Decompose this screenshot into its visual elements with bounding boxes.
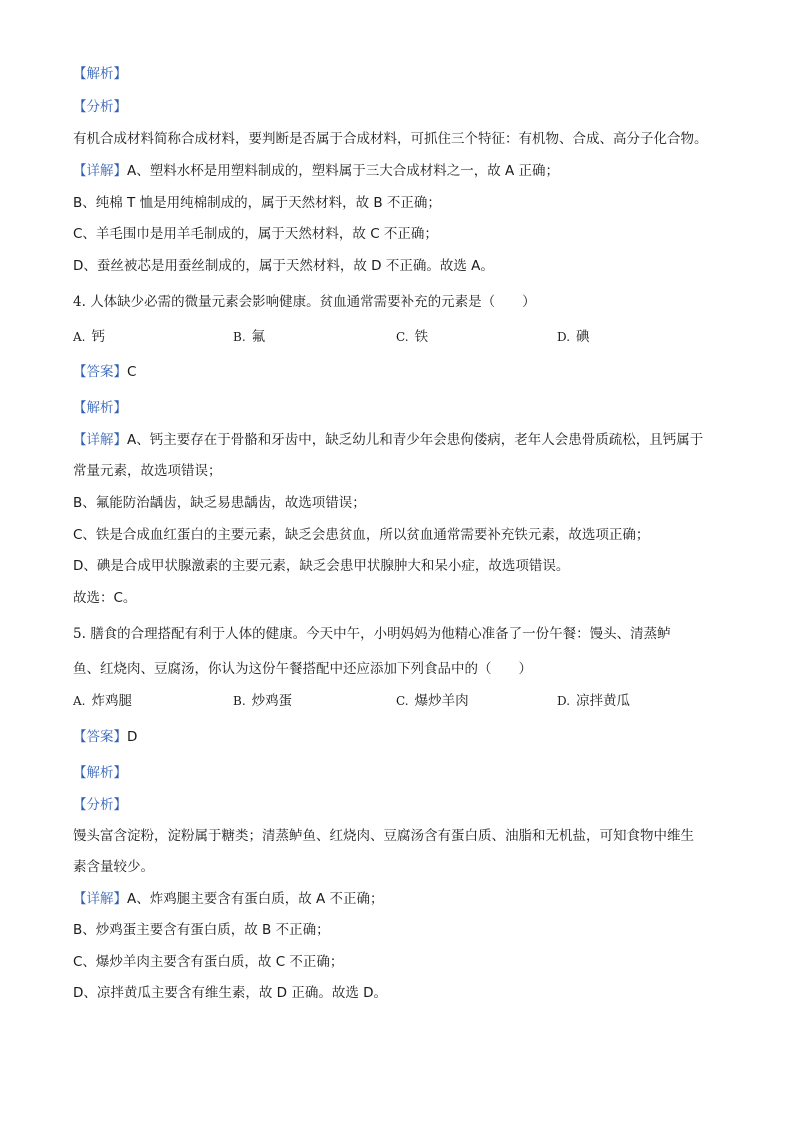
q5-fenxi-label: 【分析】 — [73, 797, 127, 813]
q3-xiangjie-label: 【详解】 — [73, 163, 127, 179]
q5-stem-line1 — [73, 624, 671, 644]
q4-xiangjie-label: 【详解】 — [73, 432, 127, 448]
q5-line-c: C、爆炒羊肉主要含有蛋白质，故 C 不正确； — [73, 954, 344, 970]
q5-stem-text1: 膳食的合理搭配有利于人体的健康。今天中午，小明妈妈为他精心准备了一份午餐：馒头、清蒸鲈 — [90, 626, 671, 642]
q3-line-c: C、羊毛围巾是用羊毛制成的，属于天然材料，故 C 不正确； — [73, 226, 438, 242]
q4-option-a-letter: A. — [73, 330, 86, 344]
q5-option-a — [73, 691, 132, 711]
q4-option-d-text: 碘 — [576, 329, 590, 345]
q4-jiexi-label: 【解析】 — [73, 400, 127, 416]
q4-option-c-letter: C. — [396, 330, 409, 344]
q3-xiangjie-a-text: A、塑料水杯是用塑料制成的，塑料属于三大合成材料之一，故 A 正确； — [127, 163, 560, 179]
q5-line-b: B、炒鸡蛋主要含有蛋白质，故 B 不正确； — [73, 922, 330, 938]
q4-option-d-letter: D. — [557, 330, 571, 344]
q5-answer — [73, 727, 137, 747]
q5-jiexi-label: 【解析】 — [73, 765, 127, 781]
q3-line-d: D、蚕丝被芯是用蚕丝制成的，属于天然材料，故 D 不正确。故选 A。 — [73, 258, 494, 274]
q5-option-c-text: 爆炒羊肉 — [414, 693, 469, 709]
q4-answer-label: 【答案】 — [73, 364, 127, 380]
q5-fenxi-text2: 素含量较少。 — [73, 859, 154, 875]
q4-line-d: D、碘是合成甲状腺激素的主要元素，缺乏会患甲状腺肿大和呆小症，故选项错误。 — [73, 558, 570, 574]
q5-option-c — [396, 691, 469, 711]
q4-option-c — [396, 327, 428, 347]
q3-jiexi-label: 【解析】 — [73, 66, 127, 82]
q4-option-d — [557, 327, 590, 347]
q4-xiangjie-a1 — [73, 430, 703, 450]
q3-xiangjie-a — [73, 161, 559, 181]
q4-line-b: B、氟能防治龋齿，缺乏易患龋齿，故选项错误； — [73, 495, 366, 511]
q4-line-c: C、铁是合成血红蛋白的主要元素，缺乏会患贫血，所以贫血通常需要补充铁元素，故选项正确； — [73, 527, 650, 543]
q4-option-a-text: 钙 — [91, 329, 105, 345]
q4-answer-value: C — [127, 364, 137, 380]
q4-option-b — [233, 327, 265, 347]
q5-option-a-text: 炸鸡腿 — [91, 693, 132, 709]
q4-option-a — [73, 327, 105, 347]
q5-option-b-letter: B. — [233, 694, 246, 708]
q5-line-d: D、凉拌黄瓜主要含有维生素，故 D 正确。故选 D。 — [73, 985, 388, 1001]
q4-xiangjie-a2: 常量元素，故选项错误； — [73, 463, 222, 479]
q5-option-b — [233, 691, 292, 711]
q3-fenxi-text: 有机合成材料简称合成材料，要判断是否属于合成材料，可抓住三个特征：有机物、合成、高分子化合物。 — [73, 131, 708, 147]
q5-option-c-letter: C. — [396, 694, 409, 708]
q5-answer-label: 【答案】 — [73, 729, 127, 745]
q4-xiangjie-a1-text: A、钙主要存在于骨骼和牙齿中，缺乏幼儿和青少年会患佝偻病，老年人会患骨质疏松，且钙属于 — [127, 432, 704, 448]
q5-stem-line2: 鱼、红烧肉、豆腐汤，你认为这份午餐搭配中还应添加下列食品中的（ ） — [73, 661, 532, 677]
q5-option-d — [557, 691, 630, 711]
q4-conclusion: 故选：C。 — [73, 590, 137, 606]
q4-stem-text: 人体缺少必需的微量元素会影响健康。贫血通常需要补充的元素是（ ） — [90, 294, 536, 310]
q5-option-d-letter: D. — [557, 694, 571, 708]
q5-xiangjie-a-text: A、炸鸡腿主要含有蛋白质，故 A 不正确； — [127, 891, 384, 907]
q4-stem — [73, 292, 536, 312]
q4-number: 4. — [73, 294, 86, 310]
q5-option-d-text: 凉拌黄瓜 — [576, 693, 631, 709]
q4-answer — [73, 362, 136, 382]
q5-option-a-letter: A. — [73, 694, 86, 708]
q5-fenxi-text1: 馒头富含淀粉，淀粉属于糖类；清蒸鲈鱼、红烧肉、豆腐汤含有蛋白质、油脂和无机盐，可知食物中维生 — [73, 828, 694, 844]
q4-option-c-text: 铁 — [414, 329, 429, 345]
q3-fenxi-label: 【分析】 — [73, 99, 127, 115]
q5-xiangjie-a — [73, 889, 384, 909]
q3-line-b: B、纯棉 T 恤是用纯棉制成的，属于天然材料，故 B 不正确； — [73, 195, 441, 211]
q5-xiangjie-label: 【详解】 — [73, 891, 127, 907]
q4-option-b-letter: B. — [233, 330, 246, 344]
q5-number: 5. — [73, 626, 86, 642]
q5-answer-value: D — [127, 729, 138, 745]
q5-option-b-text: 炒鸡蛋 — [251, 693, 293, 709]
q4-option-b-text: 氟 — [251, 329, 266, 345]
